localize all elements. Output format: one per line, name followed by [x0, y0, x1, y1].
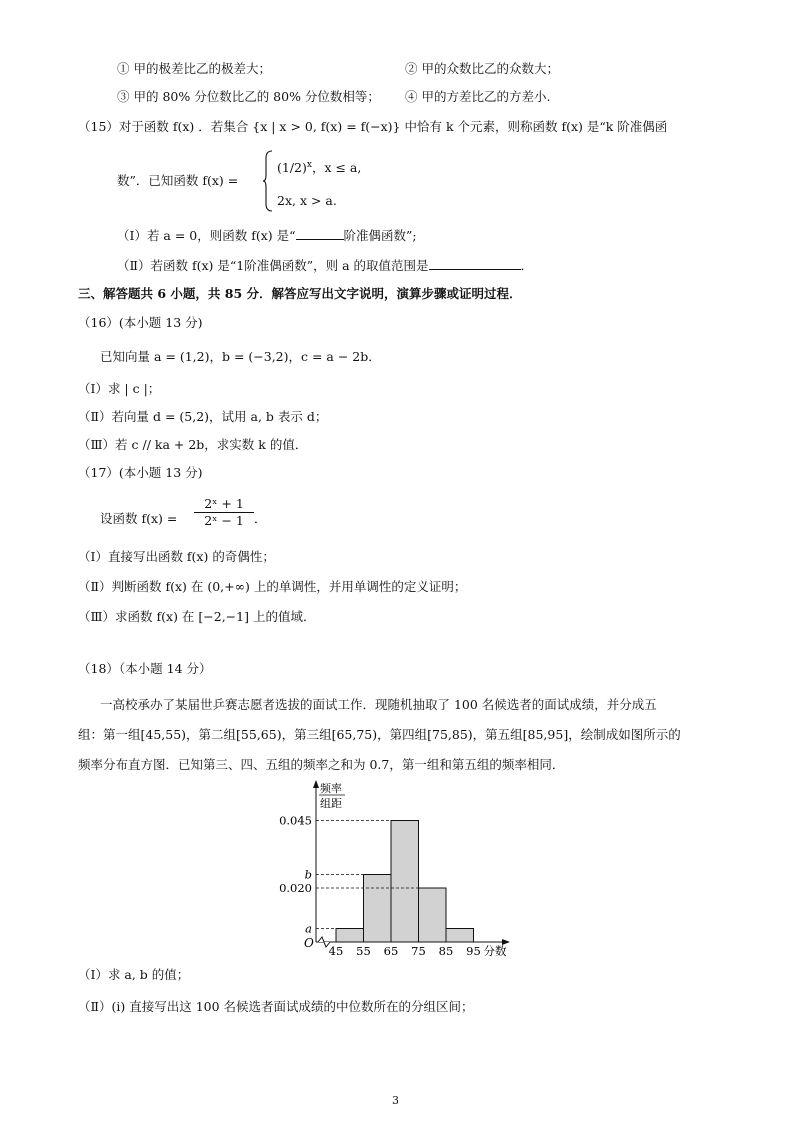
y-tick-label: 0.020: [279, 881, 312, 895]
y-axis-arrow: [313, 780, 319, 788]
q18-paragraph-line-2: 组：第一组[45,55)，第二组[55,65)，第三组[65,75)，第四组[75,85)，第五组[85,95]，绘制成如图所示的: [78, 727, 681, 742]
y-tick-label: 0.045: [279, 813, 312, 828]
q15-statement: （15）对于函数 f(x) ．若集合 {x | x > 0, f(x) = f(−x)} 中恰有 k 个元素，则称函数 f(x) 是“k 阶准偶函: [78, 119, 668, 134]
q18-part-1: （Ⅰ）求 a, b 的值；: [78, 967, 190, 982]
x-tick-label: 65: [383, 944, 399, 958]
y-axis-label-bottom: 组距: [320, 797, 342, 810]
piece1-base: (1/2): [277, 160, 307, 176]
x-tick-label: 55: [356, 944, 371, 958]
q17-part-1: （Ⅰ）直接写出函数 f(x) 的奇偶性；: [78, 549, 275, 564]
q18-part-2: （Ⅱ）(ⅰ) 直接写出这 100 名候选者面试成绩的中位数所在的分组区间；: [78, 999, 474, 1014]
histogram-bar: [336, 929, 364, 943]
q16-part-1: （Ⅰ）求 | c |；: [78, 381, 161, 396]
piece1-exponent: x: [306, 160, 312, 170]
x-tick-label: 75: [411, 944, 426, 958]
x-axis-label: 分数: [483, 944, 507, 958]
q14-option-2: ② 甲的众数比乙的众数大；: [405, 61, 559, 76]
histogram-bar: [364, 875, 392, 943]
q17-part-3: （Ⅲ）求函数 f(x) 在 [−2,−1] 上的值域．: [78, 609, 316, 624]
answer-blank-1[interactable]: [296, 226, 344, 240]
x-tick-label: 95: [466, 944, 481, 958]
x-tick-label: 85: [438, 944, 454, 958]
q15-definition-lead: 数”．已知函数 f(x) =: [117, 173, 239, 188]
q14-option-4: ④ 甲的方差比乙的方差小.: [405, 89, 551, 104]
q16-given: 已知向量 a = (1,2)，b = (−3,2)，c = a − 2b．: [100, 349, 381, 364]
fraction-denominator: 2ˣ − 1: [204, 513, 244, 528]
q14-option-3: ③ 甲的 80% 分位数比乙的 80% 分位数相等；: [117, 89, 380, 104]
q16-header: （16）(本小题 13 分): [78, 315, 203, 330]
frequency-histogram: [270, 778, 530, 958]
x-tick-label: 45: [328, 944, 344, 958]
q18-paragraph-line-1: 一高校承办了某届世乒赛志愿者选拔的面试工作．现随机抽取了 100 名候选者的面试成绩，并分成五: [100, 697, 657, 712]
y-tick-label: b: [304, 867, 312, 882]
piecewise-brace: [263, 150, 273, 212]
q17-fraction: [194, 496, 254, 529]
piecewise-case-2: 2x, x > a.: [277, 193, 337, 208]
histogram-bar: [391, 821, 419, 943]
q17-header: （17）(本小题 13 分): [78, 465, 203, 480]
q16-part-2: （Ⅱ）若向量 d = (5,2)，试用 a, b 表示 d；: [78, 409, 328, 424]
origin-label: O: [304, 936, 314, 950]
q17-function-lead: 设函数 f(x) =: [100, 511, 178, 526]
q15-part1-tail: 阶准偶函数”;: [343, 228, 417, 243]
q15-part2-text: （Ⅱ）若函数 f(x) 是“1阶准偶函数”，则 a 的取值范围是: [117, 258, 429, 273]
q15-part-2: （Ⅱ）若函数 f(x) 是“1阶准偶函数”，则 a 的取值范围是 ．: [117, 258, 534, 273]
histogram-bar: [419, 888, 447, 942]
q17-period: ．: [254, 511, 267, 526]
q18-paragraph-line-3: 频率分布直方图．已知第三、四、五组的频率之和为 0.7，第一组和第五组的频率相同．: [78, 757, 565, 772]
piecewise-case-1: [277, 156, 361, 177]
section-3-heading: 三、解答题共 6 小题，共 85 分．解答应写出文字说明，演算步骤或证明过程．: [78, 286, 522, 301]
fraction-numerator: 2ˣ + 1: [194, 496, 254, 513]
q15-part1-text: （Ⅰ）若 a = 0，则函数 f(x) 是“: [117, 228, 296, 243]
q14-option-1: ① 甲的极差比乙的极差大；: [117, 61, 271, 76]
q18-header: （18）（本小题 14 分）: [78, 661, 212, 676]
y-tick-label: a: [305, 921, 312, 936]
page-number: 3: [392, 1094, 399, 1107]
histogram-bar: [446, 929, 474, 943]
y-axis-label-top: 频率: [320, 782, 342, 795]
q16-part-3: （Ⅲ）若 c // ka + 2b，求实数 k 的值．: [78, 437, 308, 452]
q17-part-2: （Ⅱ）判断函数 f(x) 在 (0,+∞) 上的单调性，并用单调性的定义证明；: [78, 579, 467, 594]
piece1-condition: ，x ≤ a,: [311, 160, 362, 176]
q15-part-1: [117, 226, 417, 245]
answer-blank-2[interactable]: [429, 256, 521, 270]
